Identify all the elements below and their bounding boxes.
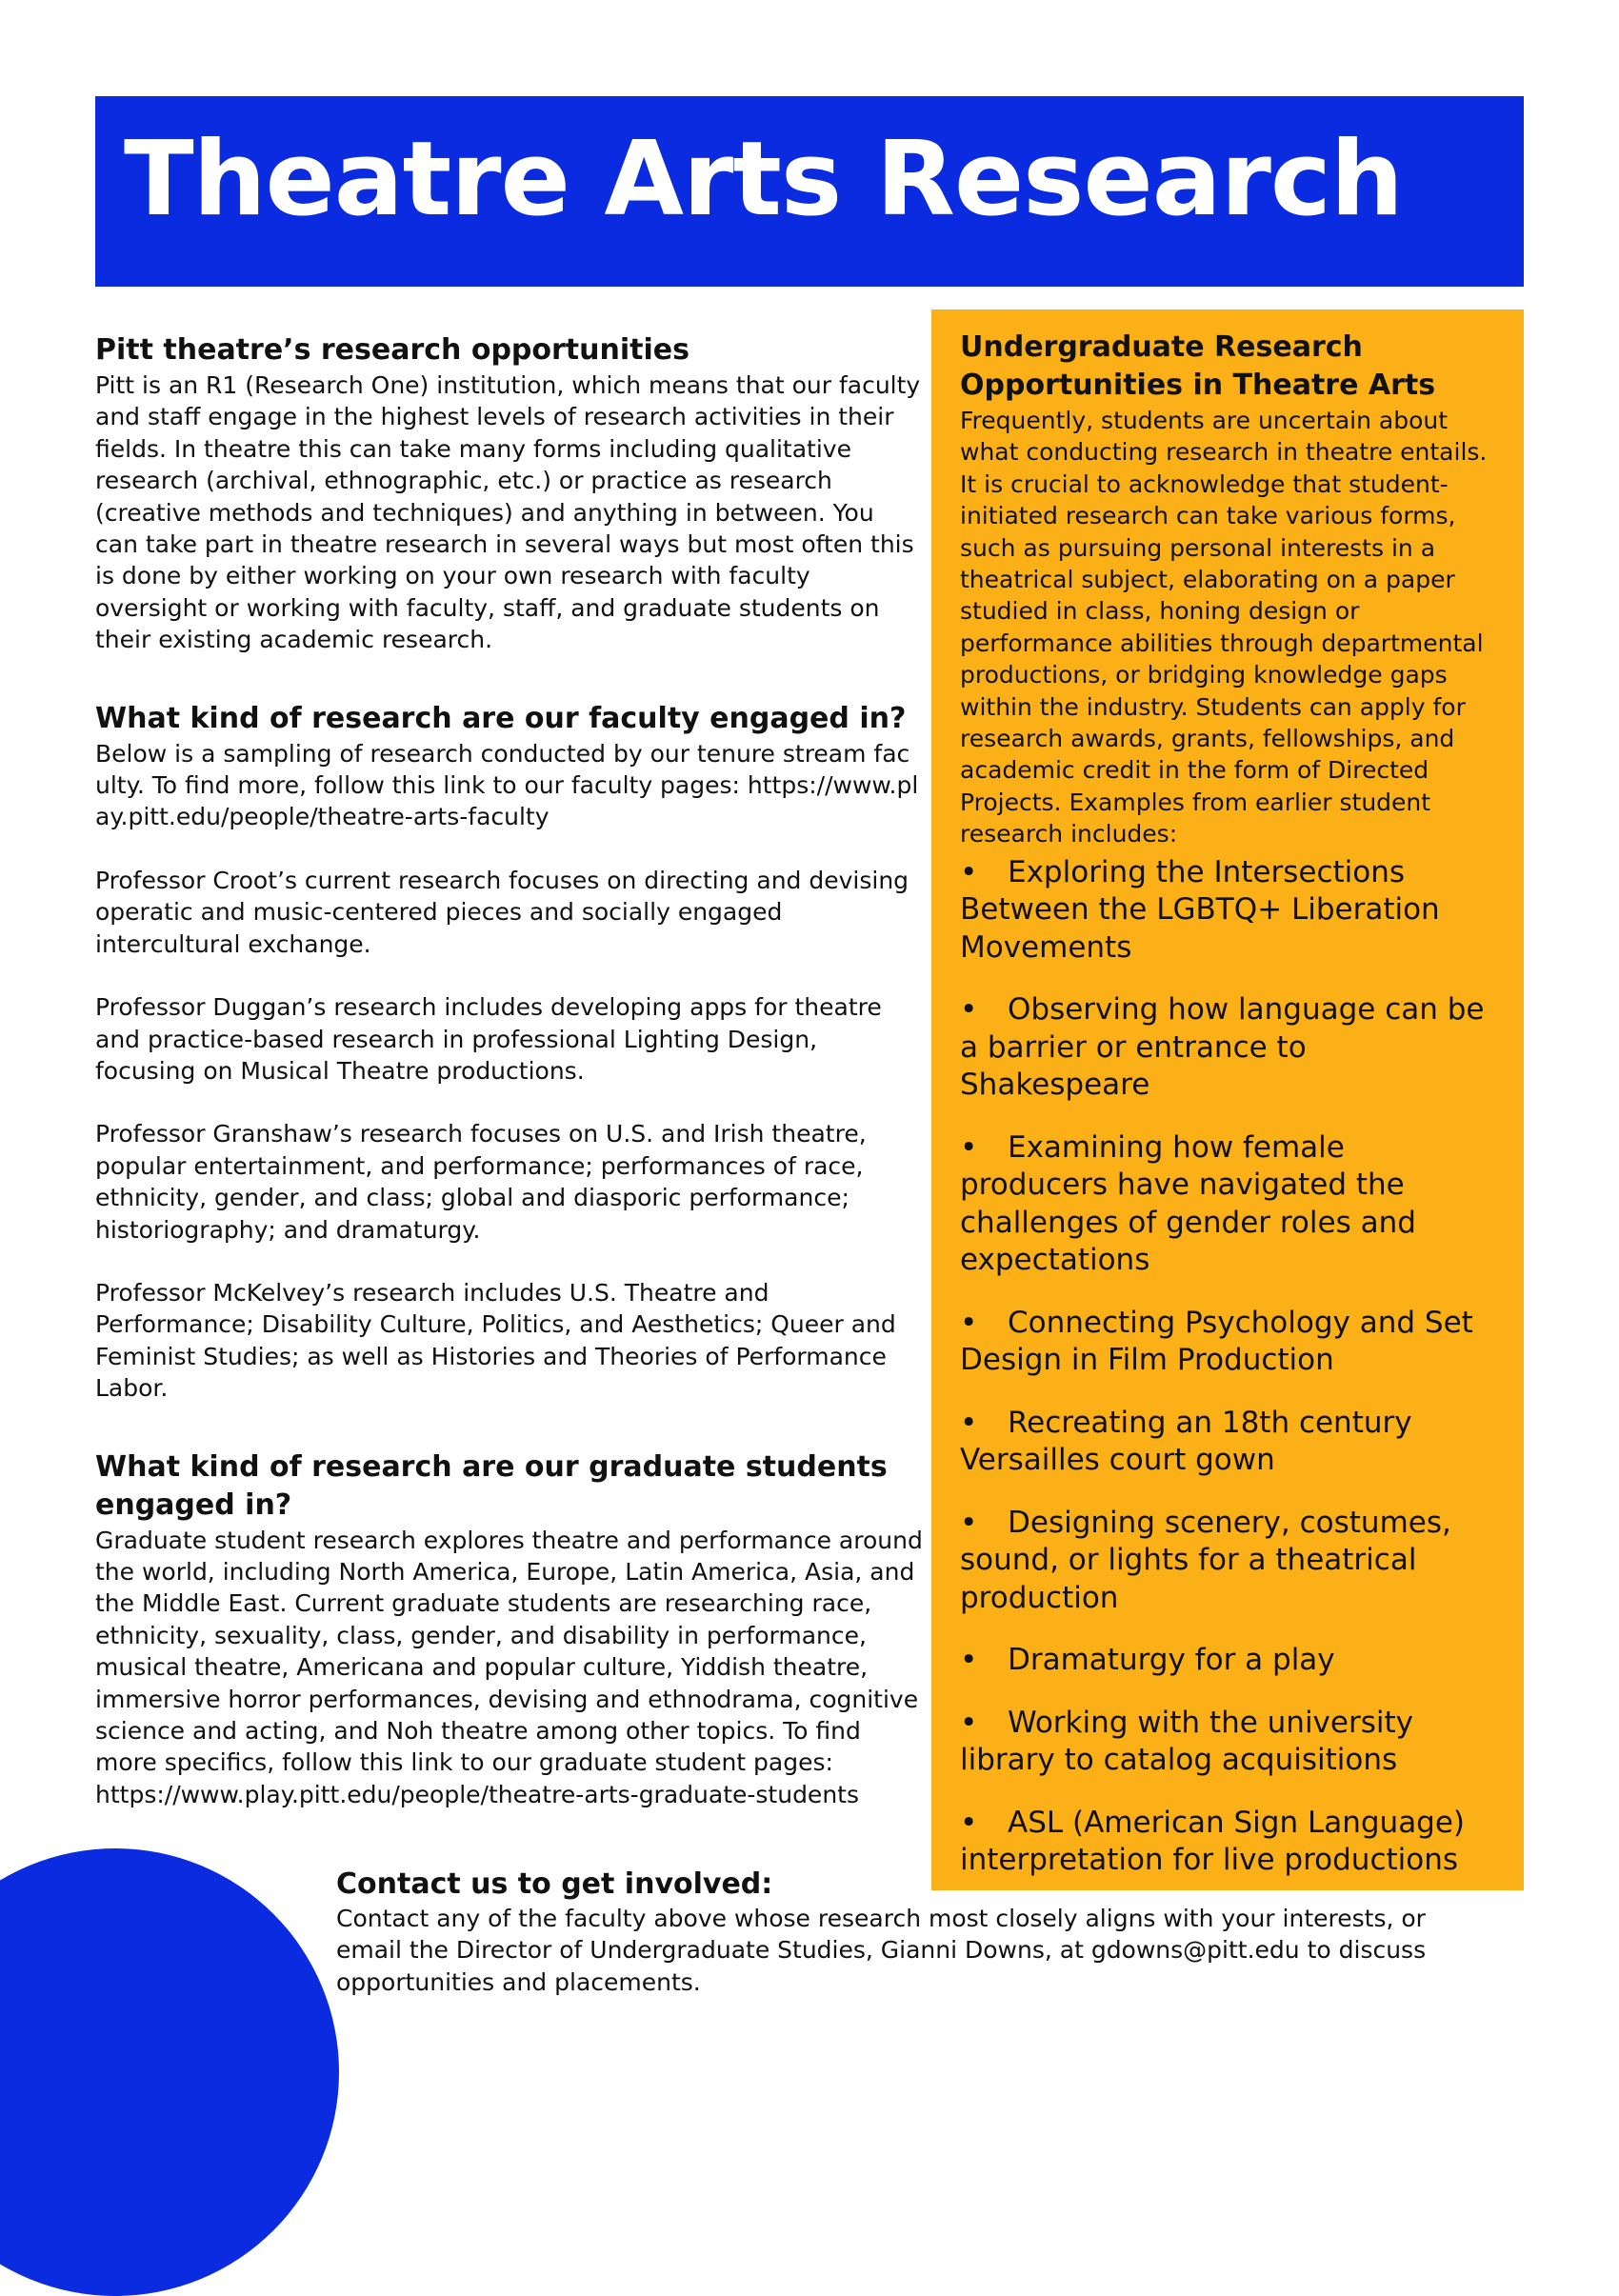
main-column xyxy=(95,331,924,1810)
title-banner xyxy=(95,96,1524,287)
decorative-circle xyxy=(0,1848,339,2296)
list-item: • Connecting Psychology and Set Design in Film Production xyxy=(960,1305,1473,1378)
list-item: • Dramaturgy for a play xyxy=(960,1642,1495,1680)
list-item: • Recreating an 18th century Versailles court gown xyxy=(960,1405,1412,1478)
list-item: • Designing scenery, costumes, sound, or lights for a theatrical production xyxy=(960,1505,1451,1615)
list-item: • Working with the university library to catalog acquisitions xyxy=(960,1705,1413,1778)
list-item: • Exploring the Intersections Between the LGBTQ+ Liberation Movements xyxy=(960,854,1440,965)
list-item: • Observing how language can be a barrier or entrance to Shakespeare xyxy=(960,992,1485,1103)
bullet-icon: • xyxy=(960,854,978,889)
bullet-icon: • xyxy=(960,1405,978,1440)
bullet-icon: • xyxy=(960,992,978,1028)
examples-list xyxy=(960,854,1495,1880)
undergraduate-sidebar xyxy=(931,309,1524,1890)
page-title: Theatre Arts Research xyxy=(124,120,1403,239)
faculty-intro-text: Below is a sampling of research conducted by our tenure stream faculty. To find more, follow this link to our faculty pages: https://www.play.pitt.edu/people/theatre-arts-faculty xyxy=(95,739,919,831)
faculty-croot: Professor Croot’s current research focuses on directing and devising operatic and music-centered pieces and socially engaged intercultural exchange. xyxy=(95,866,909,958)
bullet-icon: • xyxy=(960,1129,978,1165)
sidebar-intro: Frequently, students are uncertain about what conducting research in theatre entails. It is crucial to acknowledge that student-initiated research can take various forms, such as pursuing personal interests in a theatrical subject, elaborating on a paper studied in class, honing design or performance abilities through departmental productions, or bridging knowledge gaps within the industry. Students can apply for research awards, grants, fellowships, and academic credit in the form of Directed Projects. Examples from earlier student research includes: xyxy=(960,407,1488,849)
list-item: • Examining how female producers have navigated the challenges of gender roles and expectations xyxy=(960,1129,1416,1278)
contact-section xyxy=(336,1867,1479,1998)
faculty-duggan: Professor Duggan’s research includes developing apps for theatre and practice-based research in professional Lighting Design, focusing on Musical Theatre productions. xyxy=(95,993,882,1085)
sidebar-heading: Undergraduate Research Opportunities in Theatre Arts xyxy=(960,330,1436,402)
section-heading-graduate: What kind of research are our graduate students engaged in? xyxy=(95,1449,888,1522)
contact-heading: Contact us to get involved: xyxy=(336,1867,773,1901)
bullet-icon: • xyxy=(960,1705,978,1740)
section-heading-opportunities: Pitt theatre’s research opportunities xyxy=(95,333,690,367)
bullet-icon: • xyxy=(960,1805,978,1840)
bullet-icon: • xyxy=(960,1643,978,1678)
contact-text: Contact any of the faculty above whose research most closely aligns with your interests, or email the Director of Undergraduate Studies, Gianni Downs, at gdowns@pitt.edu to discuss opportunities and placements. xyxy=(336,1905,1427,1996)
list-item: • ASL (American Sign Language) interpretation for live productions xyxy=(960,1805,1466,1878)
section-heading-faculty: What kind of research are our faculty engaged in? xyxy=(95,701,907,735)
bullet-icon: • xyxy=(960,1505,978,1540)
bullet-icon: • xyxy=(960,1305,978,1340)
faculty-mckelvey: Professor McKelvey’s research includes U.S. Theatre and Performance; Disability Culture, Politics, and Aesthetics; Queer and Feminist Studies; as well as Histories and Theories of Performance Labor. xyxy=(95,1278,896,1403)
opportunities-text: Pitt is an R1 (Research One) institution, which means that our faculty and staff engage in the highest levels of research activities in their fields. In theatre this can take many forms including qualitative research (archival, ethnographic, etc.) or practice as research (creative methods and techniques) and anything in between. You can take part in theatre research in several ways but most often this is done by either working on your own research with faculty oversight or working with faculty, staff, and graduate students on their existing academic research. xyxy=(95,371,921,654)
graduate-text: Graduate student research explores theatre and performance around the world, including North America, Europe, Latin America, Asia, and the Middle East. Current graduate students are researching race, ethnicity, sexuality, class, gender, and disability in performance, musical theatre, Americana and popular culture, Yiddish theatre, immersive horror performances, devising and ethnodrama, cognitive science and acting, and Noh theatre among other topics. To find more specifics, follow this link to our graduate student pages: https://www.play.pitt.edu/people/theatre-arts-graduate-students xyxy=(95,1526,923,1808)
faculty-granshaw: Professor Granshaw’s research focuses on U.S. and Irish theatre, popular entertainment, and performance; performances of race, ethnicity, gender, and class; global and diasporic performance; historiography; and dramaturgy. xyxy=(95,1120,867,1244)
